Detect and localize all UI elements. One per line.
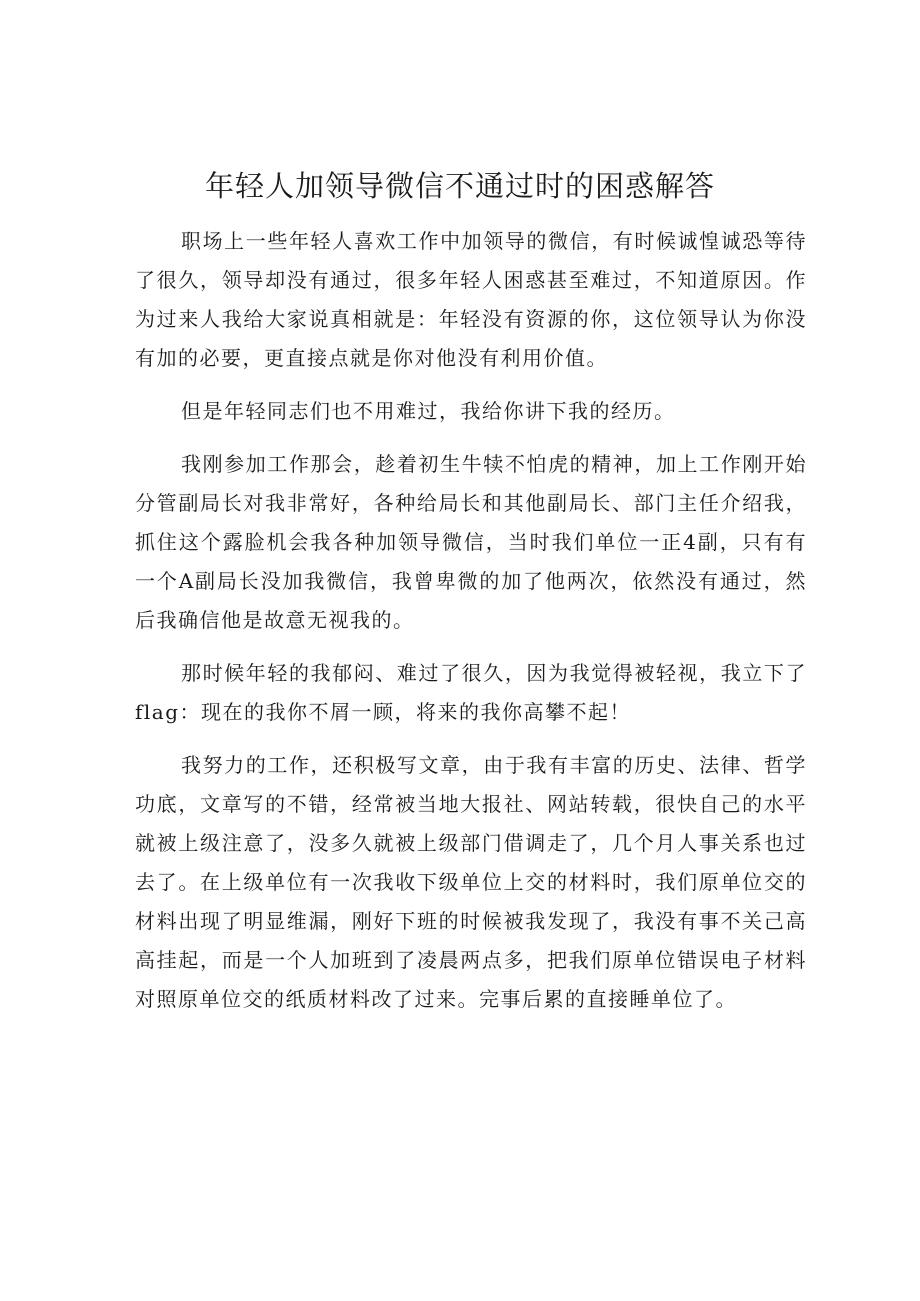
- document-title: 年轻人加领导微信不通过时的困惑解答: [204, 169, 715, 203]
- paragraph-4: 那时候年轻的我郁闷、难过了很久，因为我觉得被轻视，我立下了flag：现在的我你不屑一顾，将来的我你高攀不起！: [135, 661, 807, 724]
- paragraph-1: 职场上一些年轻人喜欢工作中加领导的微信，有时候诚惶诚恐等待了很久，领导却没有通过，很多年轻人困惑甚至难过，不知道原因。作为过来人我给大家说真相就是：年轻没有资源的你，这位领导认为你没有加的必要，更直接点就是你对他没有利用价值。: [135, 229, 807, 370]
- paragraph-3: 我刚参加工作那会，趁着初生牛犊不怕虎的精神，加上工作刚开始分管副局长对我非常好，各种给局长和其他副局长、部门主任介绍我，抓住这个露脸机会我各种加领导微信，当时我们单位一正4副，只有有一个A副局长没加我微信，我曾卑微的加了他两次，依然没有通过，然后我确信他是故意无视我的。: [135, 452, 807, 632]
- paragraph-2: 但是年轻同志们也不用难过，我给你讲下我的经历。: [181, 399, 676, 423]
- paragraph-5: 我努力的工作，还积极写文章，由于我有丰富的历史、法律、哲学功底，文章写的不错，经常被当地大报社、网站转载，很快自己的水平就被上级注意了，没多久就被上级部门借调走了，几个月人事关系也过去了。在上级单位有一次我收下级单位上交的材料时，我们原单位交的材料出现了明显维漏，刚好下班的时候被我发现了，我没有事不关己高高挂起，而是一个人加班到了凌晨两点多，把我们原单位错误电子材料对照原单位交的纸质材料改了过来。完事后累的直接睡单位了。: [135, 753, 807, 1011]
- document-body: [135, 222, 807, 1033]
